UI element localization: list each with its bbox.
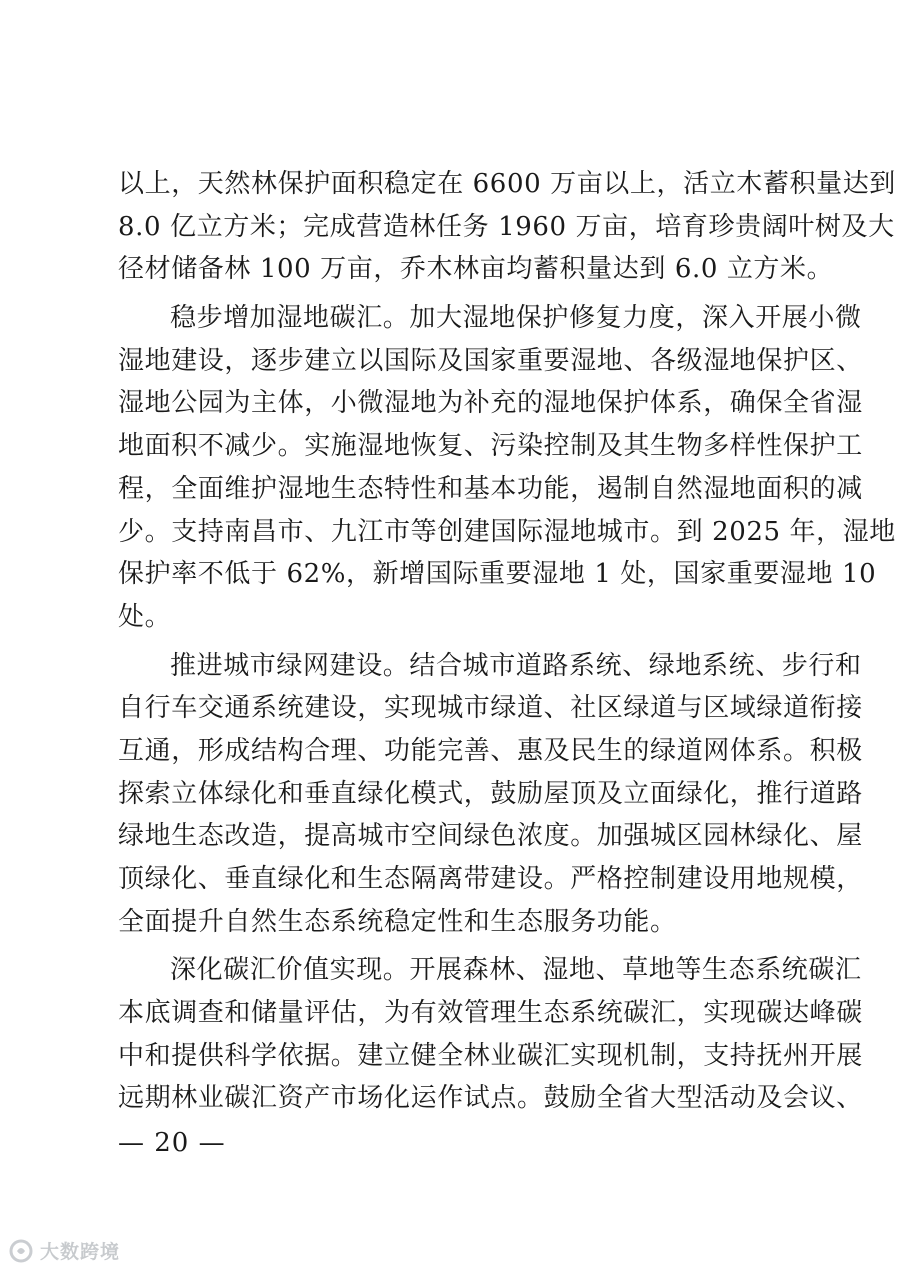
page-number: — 20 —: [118, 1128, 226, 1158]
text-line: 顶绿化、垂直绿化和生态隔离带建设。严格控制建设用地规模，: [118, 864, 863, 894]
text-line: 以上，天然林保护面积稳定在 6600 万亩以上，活立木蓄积量达到: [118, 169, 896, 199]
text-line: 探索立体绿化和垂直绿化模式，鼓励屋顶及立面绿化，推行道路: [118, 778, 863, 809]
text-line: 绿地生态改造，提高城市空间绿色浓度。加强城区园林绿化、屋: [118, 821, 863, 852]
text-line: 本底调查和储量评估，为有效管理生态系统碳汇，实现碳达峰碳: [118, 998, 863, 1029]
text-line: 少。支持南昌市、九江市等创建国际湿地城市。到 2025 年，湿地: [118, 516, 896, 547]
watermark-text: 大数跨境: [40, 1241, 121, 1263]
document-body: [118, 163, 896, 1120]
text-line: 全面提升自然生态系统稳定性和生态服务功能。: [118, 906, 677, 937]
text-line: 湿地建设，逐步建立以国际及国家重要湿地、各级湿地保护区、: [118, 345, 863, 376]
text-line: 保护率不低于 62%，新增国际重要湿地 1 处，国家重要湿地 10: [118, 559, 877, 590]
watermark: [8, 1237, 120, 1264]
paragraph-start-urban-green: 推进城市绿网建设。结合城市道路系统、绿地系统、步行和: [170, 650, 862, 681]
text-line: 处。: [118, 601, 172, 632]
text-line: 地面积不减少。实施湿地恢复、污染控制及其生物多样性保护工: [118, 431, 863, 462]
text-line: 程，全面维护湿地生态特性和基本功能，遏制自然湿地面积的减: [118, 473, 863, 504]
text-line: 湿地公园为主体，小微湿地为补充的湿地保护体系，确保全省湿: [118, 388, 863, 419]
brand-logo-icon: [8, 1238, 34, 1264]
text-line: 互通，形成结构合理、功能完善、惠及民生的绿道网体系。积极: [118, 735, 863, 766]
text-line: 中和提供科学依据。建立健全林业碳汇实现机制，支持抚州开展: [118, 1040, 863, 1071]
text-line: 径材储备林 100 万亩，乔木林亩均蓄积量达到 6.0 立方米。: [118, 254, 834, 285]
paragraph-start-carbon-sink: 深化碳汇价值实现。开展森林、湿地、草地等生态系统碳汇: [170, 955, 862, 986]
text-line: 8.0 亿立方米；完成营造林任务 1960 万亩，培育珍贵阔叶树及大: [118, 211, 895, 242]
text-line: 自行车交通系统建设，实现城市绿道、社区绿道与区域绿道衔接: [118, 693, 863, 724]
text-line: 远期林业碳汇资产市场化运作试点。鼓励全省大型活动及会议、: [118, 1083, 863, 1114]
paragraph-start-wetland: 稳步增加湿地碳汇。加大湿地保护修复力度，深入开展小微: [170, 303, 862, 334]
